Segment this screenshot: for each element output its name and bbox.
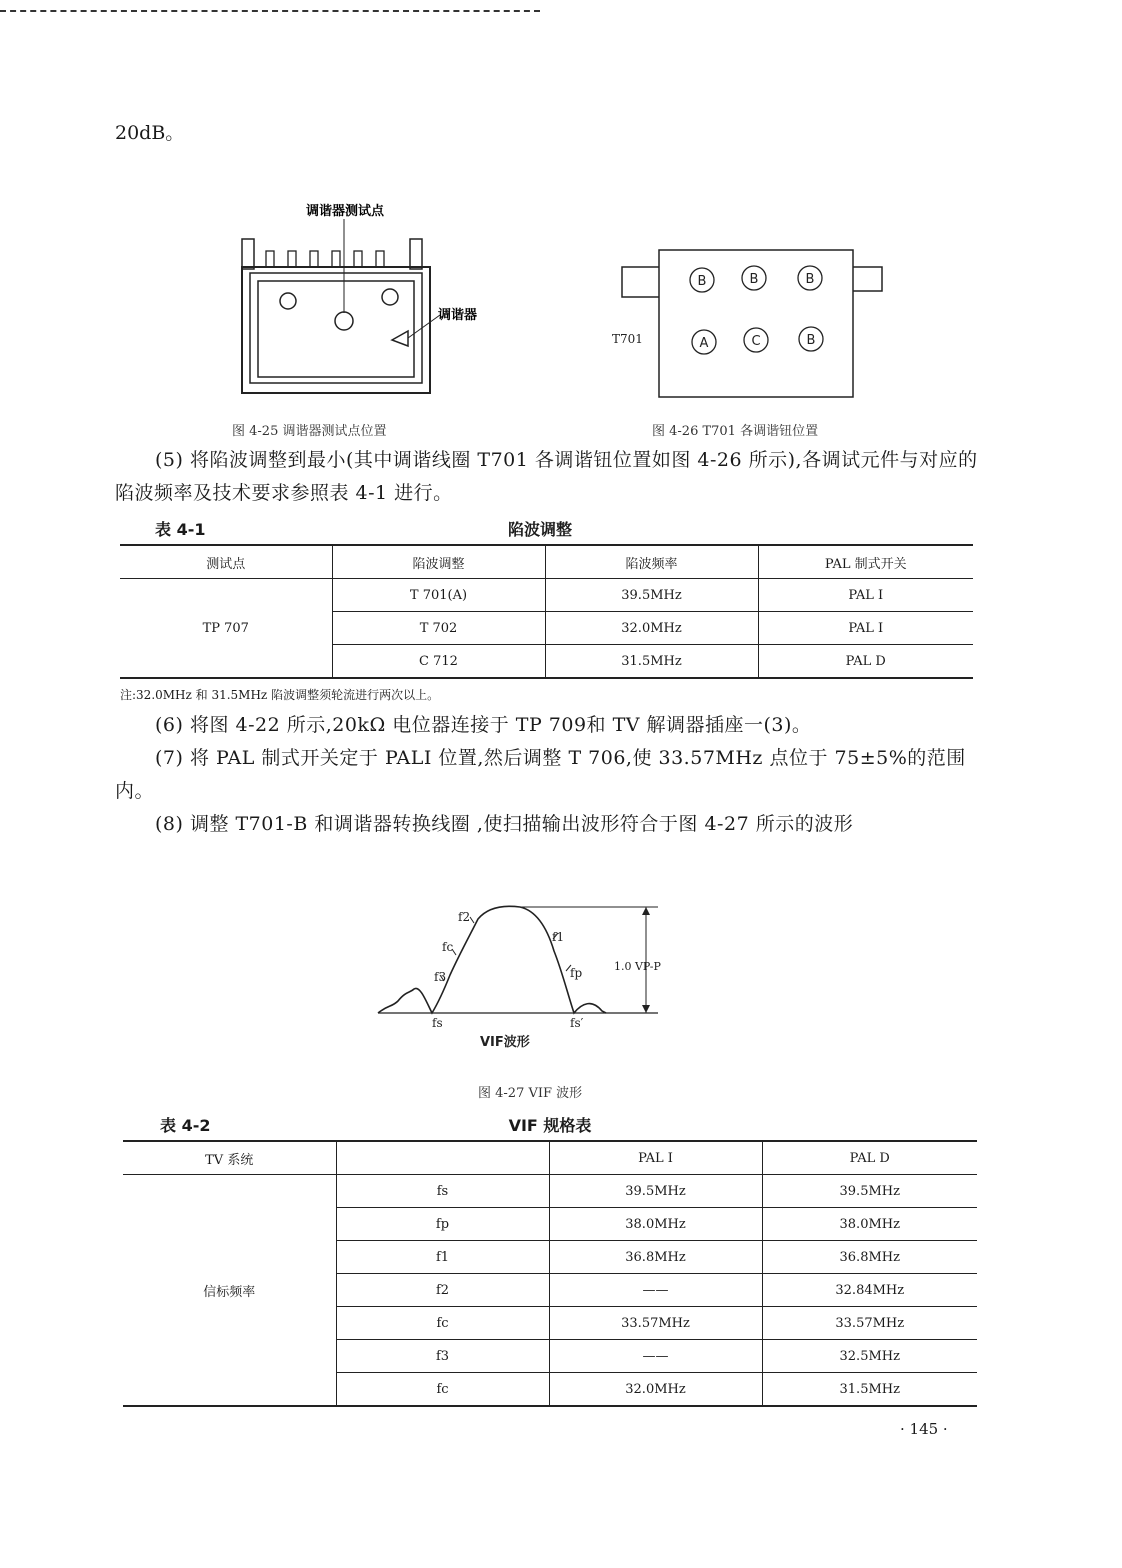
knob-top-2: B <box>749 272 759 287</box>
knob-bottom-1: A <box>699 336 709 351</box>
fig26-caption: 图 4-26 T701 各调谐钮位置 <box>652 424 819 439</box>
table-cell: 39.5MHz <box>549 1175 762 1208</box>
table-cell: 38.0MHz <box>762 1208 977 1241</box>
table-cell: 39.5MHz <box>762 1175 977 1208</box>
table-row <box>123 1175 977 1208</box>
table-cell: 32.0MHz <box>549 1373 762 1407</box>
table1-header-adjust: 陷波调整 <box>332 545 545 579</box>
page-number: · 145 · <box>900 1420 948 1438</box>
label-fs: fs <box>432 1016 443 1030</box>
knob-top-1: B <box>697 274 707 289</box>
table1-header-frequency: 陷波频率 <box>545 545 758 579</box>
table-cell: fc <box>336 1373 549 1407</box>
knob-top-3: B <box>805 272 815 287</box>
figure-tuner-testpoint <box>230 195 510 410</box>
figure-vif-waveform <box>370 895 690 1055</box>
table-notch-adjust <box>120 544 973 679</box>
table1-title: 陷波调整 <box>507 520 572 539</box>
table-vif-spec <box>123 1140 977 1407</box>
table1-header-testpoint: 测试点 <box>120 545 332 579</box>
paragraph-5: (5) 将陷波调整到最小(其中调谐线圈 T701 各调谐钮位置如图 4-26 所示),各调试元件与对应的陷波频率及技术要求参照表 4-1 进行。 <box>115 449 978 504</box>
table-cell: 33.57MHz <box>549 1307 762 1340</box>
label-fs-prime: fs′ <box>570 1016 584 1030</box>
label-f3: f3 <box>434 970 447 984</box>
knob-bottom-3: B <box>806 333 816 348</box>
fig25-caption: 图 4-25 调谐器测试点位置 <box>232 424 387 439</box>
table-cell: 33.57MHz <box>762 1307 977 1340</box>
label-fc: fc <box>442 940 454 954</box>
table2-header-tv-system: TV 系统 <box>123 1141 336 1175</box>
table-cell: T 701(A) <box>332 579 545 612</box>
scan-top-border <box>0 10 540 12</box>
table2-header-empty <box>336 1141 549 1175</box>
table-cell: fc <box>336 1307 549 1340</box>
top-text: 20dB。 <box>115 122 185 144</box>
table2-label: 表 4-2 <box>160 1116 211 1135</box>
table-cell: f2 <box>336 1274 549 1307</box>
label-fp: fp <box>570 966 583 980</box>
table-cell: C 712 <box>332 645 545 679</box>
figure-t701-knobs <box>600 245 900 405</box>
vif-inner-title: VIF波形 <box>480 1035 530 1050</box>
table-cell: 31.5MHz <box>839 1381 900 1397</box>
table-cell: —— <box>549 1340 762 1373</box>
fig27-caption: 图 4-27 VIF 波形 <box>478 1086 583 1101</box>
table-cell: fs <box>336 1175 549 1208</box>
table-row <box>120 579 973 612</box>
table2-header-pal-i: PAL I <box>549 1141 762 1175</box>
table-header-row <box>120 545 973 579</box>
tuner-label: 调谐器 <box>438 308 478 323</box>
table-cell: PAL D <box>845 653 886 669</box>
table-header-row <box>123 1141 977 1175</box>
table1-header-pal-switch: PAL 制式开关 <box>758 545 973 579</box>
table-cell: PAL I <box>758 612 973 645</box>
table-cell: fp <box>336 1208 549 1241</box>
label-amplitude: 1.0 VP-P <box>614 960 661 973</box>
table2-header-pal-d: PAL D <box>762 1141 977 1175</box>
table-cell: 32.5MHz <box>762 1340 977 1373</box>
table2-group-label: 信标频率 <box>123 1175 336 1407</box>
table-cell: PAL I <box>758 579 973 612</box>
table-cell: 36.8MHz <box>549 1241 762 1274</box>
table-cell: T 702 <box>332 612 545 645</box>
label-f1: f1 <box>552 930 565 944</box>
paragraph-7: (7) 将 PAL 制式开关定于 PALI 位置,然后调整 T 706,使 33.57MHz 点位于 75±5%的范围内。 <box>115 747 966 802</box>
table-cell: f1 <box>336 1241 549 1274</box>
table-cell: 38.0MHz <box>549 1208 762 1241</box>
paragraph-6: (6) 将图 4-22 所示,20kΩ 电位器连接于 TP 709和 TV 解调器插座一(3)。 <box>155 714 812 736</box>
table-cell: f3 <box>336 1340 549 1373</box>
table-cell: 39.5MHz <box>545 579 758 612</box>
table-cell: —— <box>549 1274 762 1307</box>
table-cell: 36.8MHz <box>762 1241 977 1274</box>
knob-bottom-2: C <box>751 334 761 349</box>
table2-title: VIF 规格表 <box>508 1116 592 1135</box>
t701-label: T701 <box>612 332 643 346</box>
table1-note: 注:32.0MHz 和 31.5MHz 陷波调整须轮流进行两次以上。 <box>120 688 440 702</box>
label-f2: f2 <box>458 910 471 924</box>
table1-label: 表 4-1 <box>155 520 206 539</box>
table-cell: 31.5MHz <box>545 645 758 679</box>
paragraph-8: (8) 调整 T701-B 和调谐器转换线圈 ,使扫描输出波形符合于图 4-27 所示的波形 <box>155 813 854 835</box>
table1-testpoint-cell: TP 707 <box>120 579 332 679</box>
table-cell: 32.0MHz <box>545 612 758 645</box>
testpoint-label: 调谐器测试点 <box>306 204 385 219</box>
table-cell: 32.84MHz <box>762 1274 977 1307</box>
